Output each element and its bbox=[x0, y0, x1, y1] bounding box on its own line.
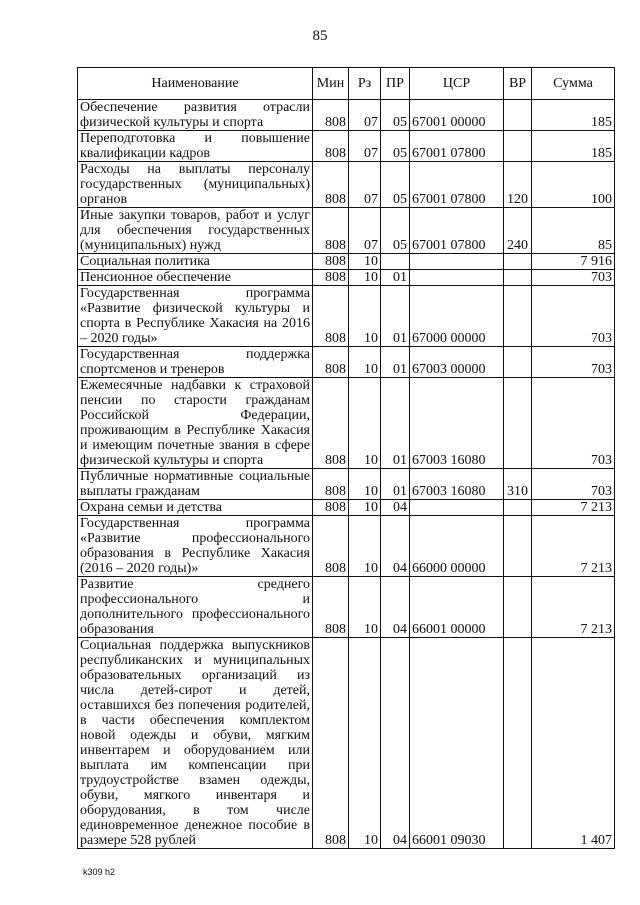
header-rz: Рз bbox=[349, 68, 381, 100]
cell-csr: 66000 00000 bbox=[410, 516, 504, 577]
cell-rz: 07 bbox=[349, 162, 381, 208]
cell-min: 808 bbox=[313, 500, 349, 516]
cell-rz: 10 bbox=[349, 286, 381, 347]
cell-vr bbox=[504, 254, 532, 270]
cell-csr: 67001 07800 bbox=[410, 162, 504, 208]
cell-vr bbox=[504, 347, 532, 378]
table-row bbox=[78, 270, 615, 286]
cell-name: Ежемесячные надбавки к страховой пенсии по старости гражданам Российской Федерации, проживающим в Республике Хакасия и имеющим почетные звания в сфере физической культуры и спорта bbox=[78, 378, 313, 469]
cell-sum: 7 213 bbox=[532, 516, 615, 577]
cell-pr: 01 bbox=[381, 270, 410, 286]
cell-sum: 185 bbox=[532, 100, 615, 131]
table-row bbox=[78, 131, 615, 162]
cell-min: 808 bbox=[313, 469, 349, 500]
cell-min: 808 bbox=[313, 131, 349, 162]
cell-csr: 67000 00000 bbox=[410, 286, 504, 347]
cell-name: Переподготовка и повышение квалификации кадров bbox=[78, 131, 313, 162]
cell-name: Развитие среднего профессионального и дополнительного профессионального образования bbox=[78, 577, 313, 638]
cell-name: Обеспечение развития отрасли физической культуры и спорта bbox=[78, 100, 313, 131]
cell-pr: 01 bbox=[381, 469, 410, 500]
cell-min: 808 bbox=[313, 516, 349, 577]
cell-csr: 67001 07800 bbox=[410, 208, 504, 254]
cell-name: Публичные нормативные социальные выплаты гражданам bbox=[78, 469, 313, 500]
cell-sum: 703 bbox=[532, 378, 615, 469]
cell-rz: 10 bbox=[349, 516, 381, 577]
cell-min: 808 bbox=[313, 286, 349, 347]
cell-rz: 07 bbox=[349, 131, 381, 162]
table-header-row bbox=[78, 68, 615, 100]
table-row bbox=[78, 378, 615, 469]
header-sum: Сумма bbox=[532, 68, 615, 100]
table-row bbox=[78, 100, 615, 131]
cell-vr bbox=[504, 270, 532, 286]
cell-rz: 10 bbox=[349, 347, 381, 378]
cell-sum: 185 bbox=[532, 131, 615, 162]
cell-csr bbox=[410, 254, 504, 270]
cell-vr bbox=[504, 500, 532, 516]
cell-min: 808 bbox=[313, 162, 349, 208]
cell-name: Расходы на выплаты персоналу государственных (муниципальных) органов bbox=[78, 162, 313, 208]
cell-vr bbox=[504, 286, 532, 347]
cell-pr: 04 bbox=[381, 500, 410, 516]
cell-rz: 07 bbox=[349, 100, 381, 131]
cell-vr: 240 bbox=[504, 208, 532, 254]
cell-sum: 7 213 bbox=[532, 500, 615, 516]
cell-csr: 67001 07800 bbox=[410, 131, 504, 162]
cell-sum: 100 bbox=[532, 162, 615, 208]
cell-sum: 703 bbox=[532, 469, 615, 500]
cell-name: Охрана семьи и детства bbox=[78, 500, 313, 516]
cell-rz: 10 bbox=[349, 577, 381, 638]
table-row bbox=[78, 469, 615, 500]
cell-rz: 10 bbox=[349, 638, 381, 849]
cell-sum: 703 bbox=[532, 347, 615, 378]
cell-csr bbox=[410, 270, 504, 286]
cell-name: Государственная программа «Развитие физической культуры и спорта в Республике Хакасия на 2016 – 2020 годы» bbox=[78, 286, 313, 347]
cell-vr bbox=[504, 100, 532, 131]
page-number: 85 bbox=[312, 28, 328, 44]
cell-sum: 1 407 bbox=[532, 638, 615, 849]
cell-vr bbox=[504, 577, 532, 638]
cell-rz: 10 bbox=[349, 270, 381, 286]
cell-sum: 85 bbox=[532, 208, 615, 254]
table-row bbox=[78, 516, 615, 577]
cell-min: 808 bbox=[313, 347, 349, 378]
table-row bbox=[78, 577, 615, 638]
cell-vr bbox=[504, 378, 532, 469]
cell-rz: 10 bbox=[349, 469, 381, 500]
cell-csr: 67001 00000 bbox=[410, 100, 504, 131]
cell-vr bbox=[504, 516, 532, 577]
cell-vr bbox=[504, 131, 532, 162]
table-row bbox=[78, 162, 615, 208]
cell-csr: 66001 09030 bbox=[410, 638, 504, 849]
budget-table bbox=[77, 67, 615, 849]
header-vr: ВР bbox=[504, 68, 532, 100]
cell-min: 808 bbox=[313, 208, 349, 254]
cell-name: Пенсионное обеспечение bbox=[78, 270, 313, 286]
header-name: Наименование bbox=[78, 68, 313, 100]
cell-pr: 05 bbox=[381, 162, 410, 208]
cell-min: 808 bbox=[313, 638, 349, 849]
cell-rz: 10 bbox=[349, 254, 381, 270]
cell-min: 808 bbox=[313, 270, 349, 286]
cell-pr bbox=[381, 254, 410, 270]
cell-vr: 120 bbox=[504, 162, 532, 208]
cell-csr: 67003 16080 bbox=[410, 378, 504, 469]
header-min: Мин bbox=[313, 68, 349, 100]
cell-vr: 310 bbox=[504, 469, 532, 500]
cell-sum: 7 213 bbox=[532, 577, 615, 638]
cell-name: Государственная поддержка спортсменов и тренеров bbox=[78, 347, 313, 378]
cell-pr: 04 bbox=[381, 516, 410, 577]
cell-min: 808 bbox=[313, 100, 349, 131]
cell-min: 808 bbox=[313, 254, 349, 270]
cell-sum: 703 bbox=[532, 286, 615, 347]
cell-pr: 01 bbox=[381, 286, 410, 347]
footer-code: k309 h2 bbox=[83, 867, 116, 877]
cell-name: Иные закупки товаров, работ и услуг для обеспечения государственных (муниципальных) нужд bbox=[78, 208, 313, 254]
cell-sum: 703 bbox=[532, 270, 615, 286]
table-row bbox=[78, 254, 615, 270]
cell-pr: 04 bbox=[381, 638, 410, 849]
cell-rz: 07 bbox=[349, 208, 381, 254]
cell-name: Социальная политика bbox=[78, 254, 313, 270]
cell-name: Государственная программа «Развитие профессионального образования в Республике Хакасия (2016 – 2020 годы)» bbox=[78, 516, 313, 577]
cell-pr: 05 bbox=[381, 100, 410, 131]
cell-rz: 10 bbox=[349, 500, 381, 516]
cell-min: 808 bbox=[313, 378, 349, 469]
cell-name: Социальная поддержка выпускников республиканских и муниципальных образовательных организаций из числа детей-сирот и детей, оставшихся без попечения родителей, в части обеспечения комплектом новой одежды и обуви, мягким инвентарем и оборудованием или выплата им компенсации при трудоустройстве взамен одежды, обуви, мягкого инвентаря и оборудования, в том числе единовременное денежное пособие в размере 528 рублей bbox=[78, 638, 313, 849]
cell-csr bbox=[410, 500, 504, 516]
cell-pr: 04 bbox=[381, 577, 410, 638]
table-row bbox=[78, 500, 615, 516]
cell-pr: 01 bbox=[381, 378, 410, 469]
cell-csr: 66001 00000 bbox=[410, 577, 504, 638]
cell-csr: 67003 00000 bbox=[410, 347, 504, 378]
table-row bbox=[78, 638, 615, 849]
cell-pr: 05 bbox=[381, 131, 410, 162]
cell-vr bbox=[504, 638, 532, 849]
table-row bbox=[78, 208, 615, 254]
table-row bbox=[78, 347, 615, 378]
cell-min: 808 bbox=[313, 577, 349, 638]
table-row bbox=[78, 286, 615, 347]
header-csr: ЦСР bbox=[410, 68, 504, 100]
cell-rz: 10 bbox=[349, 378, 381, 469]
cell-csr: 67003 16080 bbox=[410, 469, 504, 500]
header-pr: ПР bbox=[381, 68, 410, 100]
cell-pr: 01 bbox=[381, 347, 410, 378]
cell-pr: 05 bbox=[381, 208, 410, 254]
cell-sum: 7 916 bbox=[532, 254, 615, 270]
